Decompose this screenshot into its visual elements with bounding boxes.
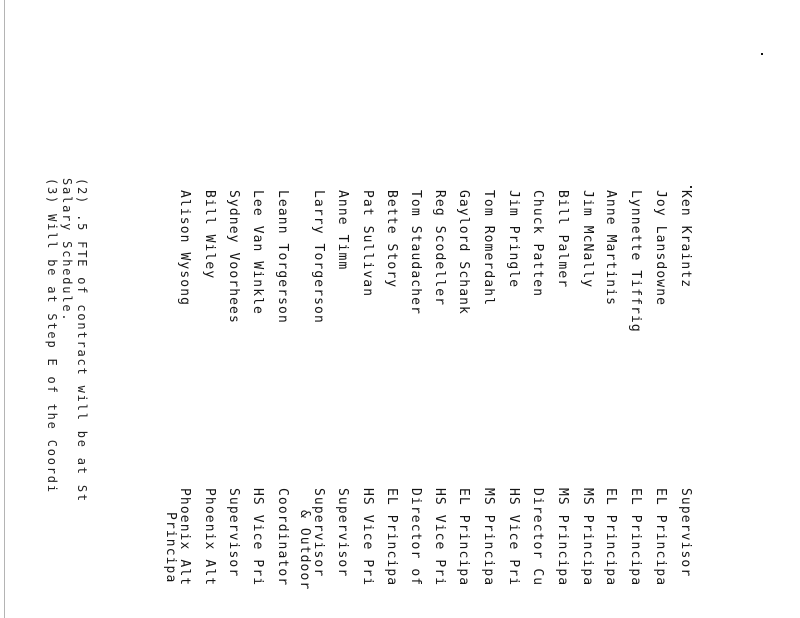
staff-title-larry-torgerson-continued: & Outdoor: [297, 510, 312, 591]
staff-name-gaylord-schank: Gaylord Schank: [456, 190, 471, 315]
staff-title-tom-romerdahl: MS Principa: [481, 488, 496, 587]
staff-name-anne-timm: Anne Timm: [335, 190, 350, 271]
staff-title-bill-palmer: MS Principa: [555, 488, 570, 587]
staff-title-jim-pringle: HS Vice Pri: [506, 488, 521, 587]
staff-title-alison-wysong-continued: Principa: [163, 512, 178, 584]
footnote-2-line-2: Salary Schedule.: [60, 178, 74, 323]
staff-name-lee-van-winkle: Lee Van Winkle: [250, 190, 265, 315]
staff-name-sydney-voorhees: Sydney Voorhees: [226, 190, 241, 324]
staff-title-leann-torgerson: Coordinator: [275, 488, 290, 587]
staff-name-tom-staudacher: Tom Staudacher: [408, 190, 423, 315]
staff-name-anne-martinis: Anne Martinis: [603, 190, 618, 307]
staff-name-bill-wiley: Bill Wiley: [202, 190, 217, 280]
staff-title-bill-wiley: Phoenix Alt: [202, 488, 217, 587]
staff-name-lynnette-tiffrig: Lynnette Tiffrig: [628, 190, 643, 333]
staff-name-pat-sullivan: Pat Sullivan: [360, 190, 375, 298]
staff-name-larry-torgerson: Larry Torgerson: [311, 190, 326, 324]
staff-name-tom-romerdahl: Tom Romerdahl: [481, 190, 496, 307]
staff-name-alison-wysong: Alison Wysong: [177, 190, 192, 307]
staff-title-sydney-voorhees: Supervisor: [226, 488, 241, 578]
staff-name-bette-story: Bette Story: [384, 190, 399, 289]
staff-name-reg-scodeller: Reg Scodeller: [432, 190, 447, 307]
staff-name-bill-palmer: Bill Palmer: [555, 190, 570, 289]
staff-name-ken-kraintz: Ken Kraintz: [678, 190, 693, 289]
staff-title-tom-staudacher: Director of: [408, 488, 423, 587]
staff-title-reg-scodeller: HS Vice Pri: [432, 488, 447, 587]
staff-name-leann-torgerson: Leann Torgerson: [275, 190, 290, 324]
staff-name-joy-lansdowne: Joy Lansdowne: [653, 190, 668, 307]
footnote-2-line-1: (2) .5 FTE of contract will be at St: [75, 178, 89, 503]
staff-title-pat-sullivan: HS Vice Pri: [360, 488, 375, 587]
staff-title-lee-van-winkle: HS Vice Pri: [250, 488, 265, 587]
footnote-3: (3) Will be at Step E of the Coordi: [45, 178, 59, 494]
staff-title-chuck-patten: Director Cu: [530, 488, 545, 587]
staff-name-jim-mcnally: Jim McNally: [580, 190, 595, 289]
staff-title-anne-timm: Supervisor: [335, 488, 350, 578]
staff-title-bette-story: EL Principa: [384, 488, 399, 587]
staff-title-alison-wysong: Phoenix Alt: [177, 488, 192, 587]
staff-title-lynnette-tiffrig: EL Principa: [628, 488, 643, 587]
staff-title-larry-torgerson: Supervisor: [311, 488, 326, 578]
staff-title-ken-kraintz: Supervisor: [678, 488, 693, 578]
staff-title-joy-lansdowne: EL Principa: [653, 488, 668, 587]
staff-title-anne-martinis: EL Principa: [603, 488, 618, 587]
staff-name-jim-pringle: Jim Pringle: [506, 190, 521, 289]
staff-name-chuck-patten: Chuck Patten: [530, 190, 545, 298]
staff-title-jim-mcnally: MS Principa: [580, 488, 595, 587]
staff-title-gaylord-schank: EL Principa: [456, 488, 471, 587]
